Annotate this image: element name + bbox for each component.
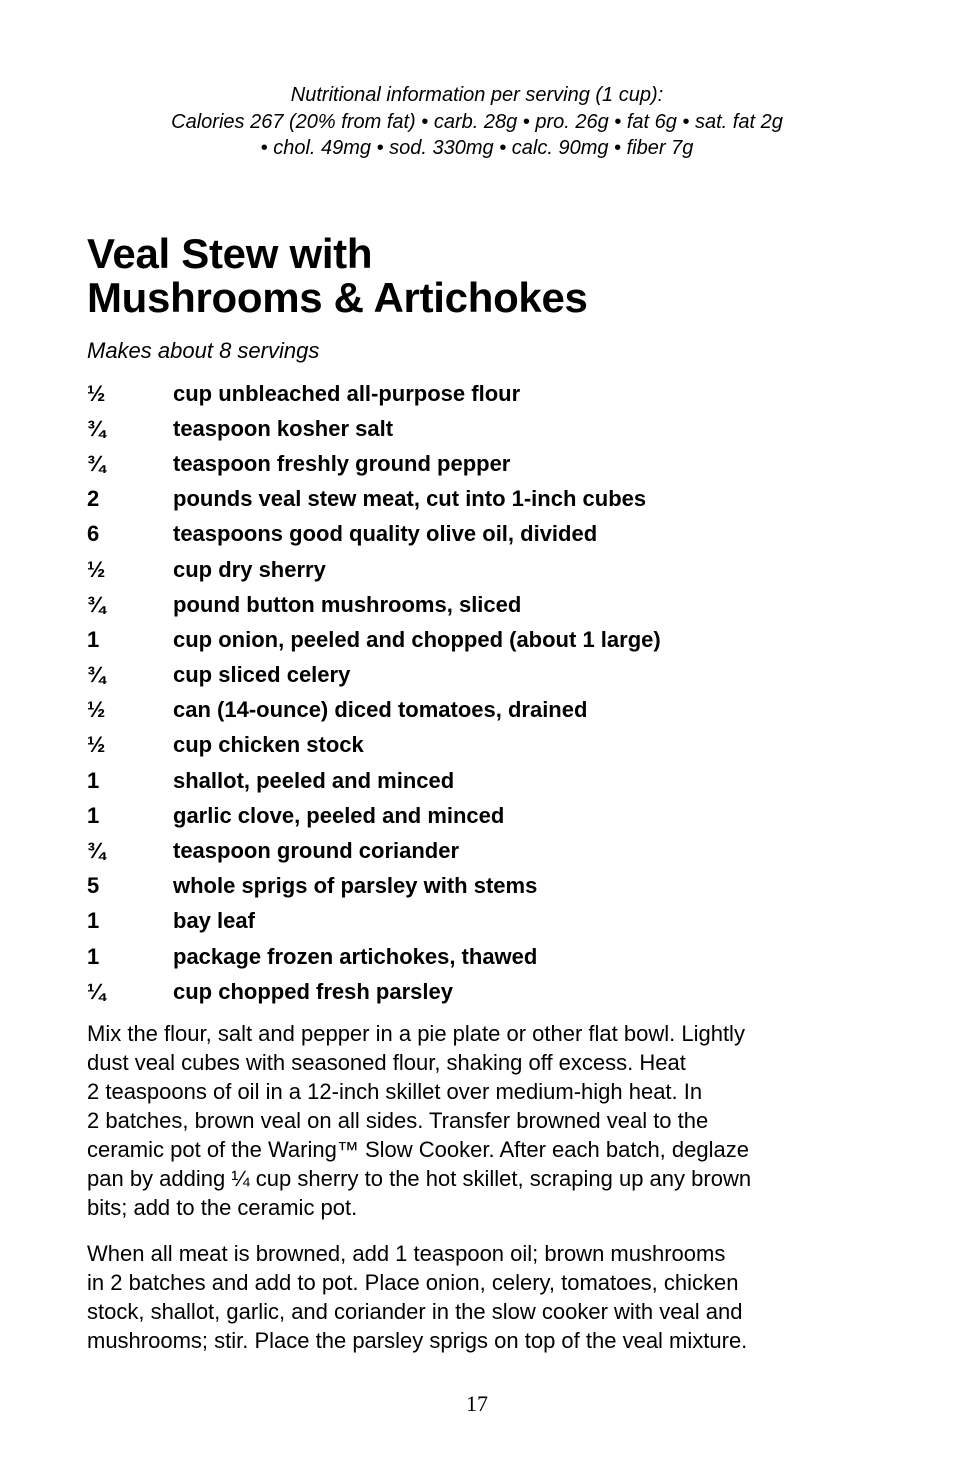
ingredient-quantity: 1 bbox=[87, 802, 100, 828]
ingredient-quantity: 1 bbox=[87, 626, 100, 652]
ingredient-quantity: ½ bbox=[87, 732, 106, 758]
ingredient-quantity: 1 bbox=[87, 767, 100, 793]
recipe-servings: Makes about 8 servings bbox=[87, 338, 320, 363]
ingredient-text: cup onion, peeled and chopped (about 1 large) bbox=[173, 626, 661, 652]
ingredient-text: cup unbleached all-purpose flour bbox=[173, 380, 521, 406]
ingredient-quantity: ½ bbox=[87, 556, 106, 582]
ingredient-quantity: ½ bbox=[87, 697, 106, 723]
ingredient-row bbox=[87, 482, 867, 517]
instruction-paragraph bbox=[87, 1019, 847, 1222]
ingredient-text: teaspoon ground coriander bbox=[173, 838, 460, 864]
nutrition-line: • chol. 49mg • sod. 330mg • calc. 90mg • fiber 7g bbox=[260, 137, 694, 159]
ingredient-row bbox=[87, 869, 867, 904]
ingredient-quantity: ¾ bbox=[87, 838, 106, 864]
ingredient-quantity: ½ bbox=[87, 380, 106, 406]
ingredient-quantity: ¾ bbox=[87, 662, 106, 688]
ingredient-text: cup chicken stock bbox=[173, 732, 364, 758]
ingredient-row bbox=[87, 728, 867, 763]
ingredient-row bbox=[87, 411, 867, 446]
ingredient-row bbox=[87, 376, 867, 411]
nutrition-info bbox=[0, 82, 954, 162]
ingredient-row bbox=[87, 517, 867, 552]
ingredient-quantity: ¾ bbox=[87, 415, 106, 441]
ingredient-text: bay leaf bbox=[173, 908, 255, 934]
ingredient-quantity: 5 bbox=[87, 873, 100, 899]
ingredient-text: package frozen artichokes, thawed bbox=[173, 943, 538, 969]
ingredient-text: whole sprigs of parsley with stems bbox=[173, 873, 538, 899]
ingredient-quantity: 1 bbox=[87, 943, 100, 969]
instruction-line: 2 batches, brown veal on all sides. Transfer browned veal to the bbox=[87, 1108, 709, 1133]
instruction-line: pan by adding ¼ cup sherry to the hot skillet, scraping up any brown bbox=[87, 1166, 752, 1191]
ingredient-text: can (14-ounce) diced tomatoes, drained bbox=[173, 697, 588, 723]
ingredient-text: garlic clove, peeled and minced bbox=[173, 802, 505, 828]
ingredient-quantity: 1 bbox=[87, 908, 100, 934]
nutrition-line: Nutritional information per serving (1 cup): bbox=[290, 84, 664, 106]
ingredient-row bbox=[87, 974, 867, 1009]
ingredient-quantity: ¾ bbox=[87, 450, 106, 476]
recipe-title-line: Veal Stew with bbox=[87, 230, 373, 277]
instruction-line: Mix the flour, salt and pepper in a pie plate or other flat bowl. Lightly bbox=[87, 1021, 745, 1046]
nutrition-line: Calories 267 (20% from fat) • carb. 28g • pro. 26g • fat 6g • sat. fat 2g bbox=[171, 110, 783, 133]
ingredient-text: teaspoons good quality olive oil, divided bbox=[173, 521, 598, 547]
ingredient-list bbox=[87, 376, 867, 1009]
ingredient-row bbox=[87, 939, 867, 974]
ingredient-row bbox=[87, 446, 867, 481]
instruction-line: mushrooms; stir. Place the parsley sprigs on top of the veal mixture. bbox=[87, 1328, 748, 1353]
instruction-line: stock, shallot, garlic, and coriander in the slow cooker with veal and bbox=[87, 1299, 743, 1324]
ingredient-row bbox=[87, 693, 867, 728]
ingredient-row bbox=[87, 763, 867, 798]
instruction-line: When all meat is browned, add 1 teaspoon oil; brown mushrooms bbox=[87, 1241, 726, 1266]
ingredient-row bbox=[87, 658, 867, 693]
instruction-paragraph bbox=[87, 1239, 847, 1355]
ingredient-text: pound button mushrooms, sliced bbox=[173, 591, 522, 617]
ingredient-row bbox=[87, 622, 867, 657]
ingredient-row bbox=[87, 833, 867, 868]
ingredient-quantity: ¼ bbox=[87, 978, 106, 1004]
instruction-line: bits; add to the ceramic pot. bbox=[87, 1195, 358, 1220]
recipe-title-line: Mushrooms & Artichokes bbox=[87, 274, 588, 321]
ingredient-text: cup dry sherry bbox=[173, 556, 326, 582]
ingredient-quantity: 6 bbox=[87, 521, 100, 547]
page-number: 17 bbox=[466, 1391, 488, 1416]
recipe-title bbox=[87, 232, 588, 320]
instruction-line: in 2 batches and add to pot. Place onion, celery, tomatoes, chicken bbox=[87, 1270, 739, 1295]
ingredient-text: pounds veal stew meat, cut into 1-inch cubes bbox=[173, 486, 647, 512]
ingredient-text: shallot, peeled and minced bbox=[173, 767, 455, 793]
ingredient-row bbox=[87, 798, 867, 833]
ingredient-row bbox=[87, 587, 867, 622]
ingredient-row bbox=[87, 552, 867, 587]
instruction-line: ceramic pot of the Waring™ Slow Cooker. After each batch, deglaze bbox=[87, 1137, 749, 1162]
ingredient-quantity: 2 bbox=[87, 486, 100, 512]
ingredient-row bbox=[87, 904, 867, 939]
ingredient-text: teaspoon kosher salt bbox=[173, 415, 394, 441]
instruction-line: dust veal cubes with seasoned flour, shaking off excess. Heat bbox=[87, 1050, 686, 1075]
ingredient-text: cup sliced celery bbox=[173, 662, 351, 688]
ingredient-quantity: ¾ bbox=[87, 591, 106, 617]
ingredient-text: cup chopped fresh parsley bbox=[173, 978, 453, 1004]
ingredient-text: teaspoon freshly ground pepper bbox=[173, 450, 511, 476]
instruction-line: 2 teaspoons of oil in a 12-inch skillet over medium-high heat. In bbox=[87, 1079, 703, 1104]
